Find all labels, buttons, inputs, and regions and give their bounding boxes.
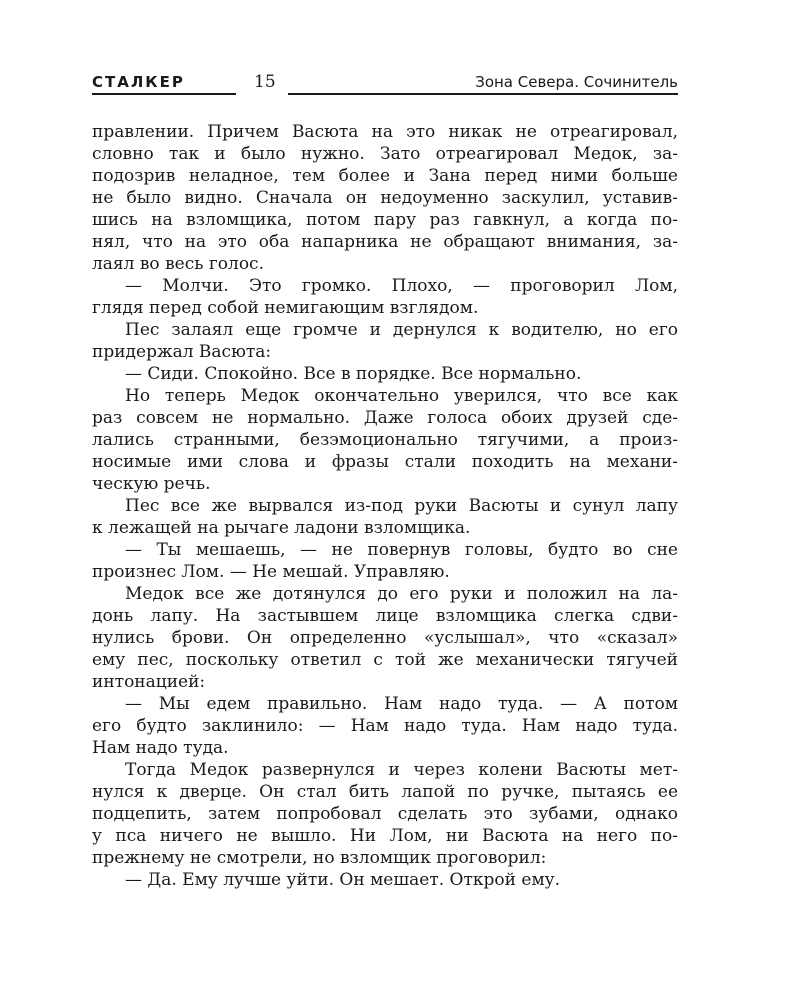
body-text — [92, 121, 678, 891]
text-line: носимые ими слова и фразы стали походить на механи- — [92, 452, 678, 472]
text-line: подозрив неладное, тем более и Зана перед ними больше — [92, 166, 678, 186]
header-rule-right — [288, 93, 678, 95]
text-line: к лежащей на рычаге ладони взломщика. — [92, 518, 471, 538]
text-line: — Мы едем правильно. Нам надо туда. — А потом — [125, 694, 678, 714]
series-name: СТАЛКЕР — [92, 73, 185, 91]
page-number: 15 — [254, 72, 276, 92]
text-line: придержал Васюта: — [92, 342, 272, 362]
text-line: его будто заклинило: — Нам надо туда. Нам надо туда. — [92, 716, 678, 736]
text-line: произнес Лом. — Не мешай. Управляю. — [92, 562, 450, 582]
text-line: Но теперь Медок окончательно уверился, что все как — [125, 386, 678, 406]
text-line: Тогда Медок развернулся и через колени Васюты мет- — [125, 760, 678, 780]
text-line: — Молчи. Это громко. Плохо, — проговорил Лом, — [125, 276, 678, 296]
text-line: интонацией: — [92, 672, 206, 692]
text-line: подцепить, затем попробовал сделать это зубами, однако — [92, 804, 678, 824]
text-line: нулся к дверце. Он стал бить лапой по ручке, пытаясь ее — [92, 782, 678, 802]
text-line: прежнему не смотрели, но взломщик проговорил: — [92, 848, 547, 868]
text-line: — Сиди. Спокойно. Все в порядке. Все нормально. — [125, 364, 582, 384]
running-title: Зона Севера. Сочинитель — [475, 73, 678, 91]
text-line: шись на взломщика, потом пару раз гавкнул, а когда по- — [92, 210, 678, 230]
text-line: лались странными, безэмоционально тягучими, а произ- — [92, 430, 678, 450]
text-line: ему пес, поскольку ответил с той же механически тягучей — [92, 650, 678, 670]
text-line: глядя перед собой немигающим взглядом. — [92, 298, 479, 318]
text-line: — Да. Ему лучше уйти. Он мешает. Открой ему. — [125, 870, 561, 890]
text-line: Нам надо туда. — [92, 738, 229, 758]
text-line: Медок все же дотянулся до его руки и положил на ла- — [125, 584, 678, 604]
running-header — [92, 72, 678, 96]
text-line: Пес все же вырвался из-под руки Васюты и сунул лапу — [125, 496, 678, 516]
text-line: словно так и было нужно. Зато отреагировал Медок, за- — [92, 144, 678, 164]
text-line: правлении. Причем Васюта на это никак не отреагировал, — [92, 122, 678, 142]
header-rule-left — [92, 93, 236, 95]
text-line: — Ты мешаешь, — не повернув головы, будто во сне — [125, 540, 678, 560]
text-line: донь лапу. На застывшем лице взломщика слегка сдви- — [92, 606, 678, 626]
text-line: не было видно. Сначала он недоуменно заскулил, уставив- — [92, 188, 678, 208]
text-line: нял, что на это оба напарника не обращают внимания, за- — [92, 232, 678, 252]
text-line: лаял во весь голос. — [92, 254, 264, 274]
text-line: ческую речь. — [92, 474, 211, 494]
text-line: нулись брови. Он определенно «услышал», что «сказал» — [92, 628, 678, 648]
text-line: раз совсем не нормально. Даже голоса обоих друзей сде- — [92, 408, 678, 428]
text-line: у пса ничего не вышло. Ни Лом, ни Васюта на него по- — [92, 826, 678, 846]
text-line: Пес залаял еще громче и дернулся к водителю, но его — [125, 320, 678, 340]
